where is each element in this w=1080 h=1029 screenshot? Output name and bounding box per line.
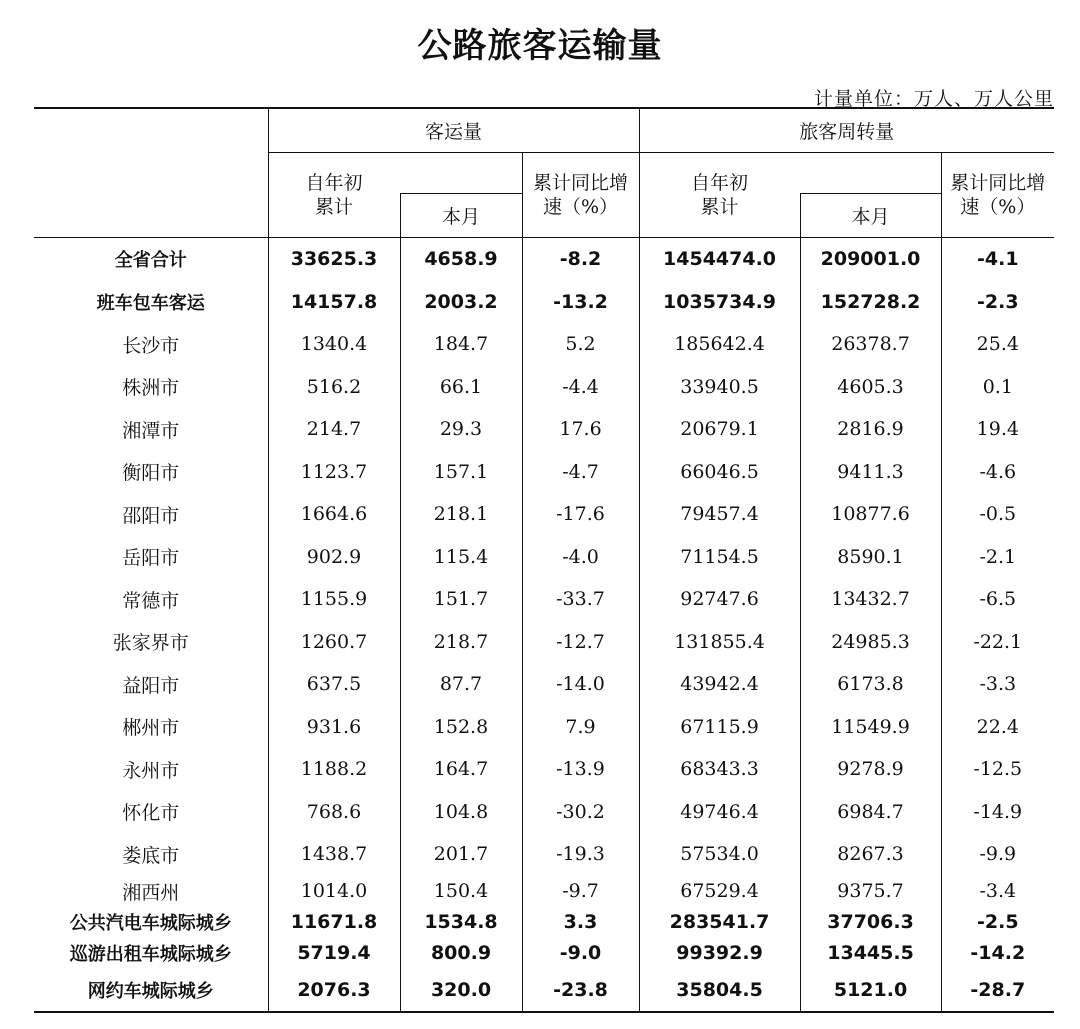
- header-group-passenger-turnover: 旅客周转量: [639, 108, 1054, 153]
- header-blank: [34, 108, 268, 238]
- cell-pt-growth: -14.9: [941, 791, 1054, 834]
- row-name: 公共汽电车城际城乡: [69, 913, 232, 934]
- cell-pv-cum: 516.2: [268, 366, 400, 409]
- cell-pt-month: 13432.7: [800, 578, 941, 621]
- header-pv-gap: [400, 153, 522, 194]
- cell-pv-cum: 1260.7: [268, 621, 400, 664]
- transport-table: [34, 107, 1054, 1013]
- cell-pv-growth: 5.2: [522, 323, 639, 366]
- cell-pv-cum: 11671.8: [268, 907, 400, 938]
- table-row: [34, 366, 1054, 409]
- cell-pt-cum: 67529.4: [639, 876, 800, 907]
- cell-pt-month: 6173.8: [800, 663, 941, 706]
- cell-pv-month: 152.8: [400, 706, 522, 749]
- table-row: [34, 706, 1054, 749]
- cell-pv-cum: 637.5: [268, 663, 400, 706]
- row-name: 长沙市: [122, 334, 180, 357]
- cell-pv-growth: 7.9: [522, 706, 639, 749]
- cell-pt-growth: -4.6: [941, 451, 1054, 494]
- cell-pv-growth: -4.4: [522, 366, 639, 409]
- table-row: [34, 969, 1054, 1013]
- table-row: [34, 663, 1054, 706]
- cell-pt-month: 209001.0: [800, 238, 941, 281]
- cell-pv-month: 320.0: [400, 969, 522, 1013]
- cell-pv-cum: 768.6: [268, 791, 400, 834]
- cell-pv-cum: 14157.8: [268, 281, 400, 324]
- cell-pv-cum: 1438.7: [268, 833, 400, 876]
- cell-pv-month: 104.8: [400, 791, 522, 834]
- page-title: 公路旅客运输量: [417, 26, 663, 66]
- row-name: 益阳市: [122, 674, 180, 697]
- row-name: 岳阳市: [122, 547, 180, 570]
- cell-pt-cum: 99392.9: [639, 938, 800, 969]
- cell-pt-cum: 283541.7: [639, 907, 800, 938]
- header-pt-growth: 累计同比增 速（%）: [941, 153, 1054, 238]
- row-name: 邵阳市: [122, 504, 180, 527]
- cell-pt-growth: -3.4: [941, 876, 1054, 907]
- header-pv-growth: 累计同比增 速（%）: [522, 153, 639, 238]
- table-row: [34, 876, 1054, 907]
- cell-pt-month: 8590.1: [800, 536, 941, 579]
- table-row: [34, 323, 1054, 366]
- cell-pv-month: 218.7: [400, 621, 522, 664]
- cell-pt-cum: 67115.9: [639, 706, 800, 749]
- cell-pt-growth: 0.1: [941, 366, 1054, 409]
- cell-pt-month: 4605.3: [800, 366, 941, 409]
- cell-pt-cum: 92747.6: [639, 578, 800, 621]
- cell-pv-growth: -9.0: [522, 938, 639, 969]
- cell-pv-cum: 1664.6: [268, 493, 400, 536]
- cell-pt-growth: -3.3: [941, 663, 1054, 706]
- row-name: 怀化市: [122, 802, 180, 825]
- cell-pt-month: 9411.3: [800, 451, 941, 494]
- cell-pt-month: 26378.7: [800, 323, 941, 366]
- cell-pv-month: 157.1: [400, 451, 522, 494]
- cell-pv-growth: -30.2: [522, 791, 639, 834]
- table-row: [34, 281, 1054, 324]
- cell-pv-growth: 3.3: [522, 907, 639, 938]
- cell-pv-growth: 17.6: [522, 408, 639, 451]
- header-pt-cumulative: 自年初 累计: [639, 153, 800, 238]
- cell-pt-cum: 185642.4: [639, 323, 800, 366]
- row-name: 湘西州: [122, 881, 180, 904]
- cell-pv-growth: -4.7: [522, 451, 639, 494]
- cell-pv-month: 151.7: [400, 578, 522, 621]
- cell-pv-month: 1534.8: [400, 907, 522, 938]
- row-name: 巡游出租车城际城乡: [69, 944, 232, 965]
- cell-pv-month: 87.7: [400, 663, 522, 706]
- cell-pt-month: 13445.5: [800, 938, 941, 969]
- cell-pt-month: 11549.9: [800, 706, 941, 749]
- cell-pt-month: 5121.0: [800, 969, 941, 1013]
- cell-pv-cum: 33625.3: [268, 238, 400, 281]
- cell-pv-growth: -9.7: [522, 876, 639, 907]
- row-name: 株洲市: [122, 377, 180, 400]
- cell-pv-growth: -14.0: [522, 663, 639, 706]
- cell-pt-cum: 43942.4: [639, 663, 800, 706]
- cell-pv-growth: -33.7: [522, 578, 639, 621]
- cell-pt-month: 9278.9: [800, 748, 941, 791]
- cell-pv-growth: -4.0: [522, 536, 639, 579]
- cell-pt-growth: -14.2: [941, 938, 1054, 969]
- cell-pt-month: 10877.6: [800, 493, 941, 536]
- cell-pv-growth: -12.7: [522, 621, 639, 664]
- cell-pt-growth: -0.5: [941, 493, 1054, 536]
- cell-pt-cum: 79457.4: [639, 493, 800, 536]
- cell-pt-month: 9375.7: [800, 876, 941, 907]
- row-name: 全省合计: [114, 250, 187, 272]
- row-name: 网约车城际城乡: [34, 969, 268, 1013]
- cell-pv-month: 115.4: [400, 536, 522, 579]
- cell-pv-cum: 1340.4: [268, 323, 400, 366]
- cell-pv-month: 29.3: [400, 408, 522, 451]
- cell-pt-growth: -12.5: [941, 748, 1054, 791]
- cell-pt-growth: -2.5: [941, 907, 1054, 938]
- row-name: 永州市: [122, 759, 180, 782]
- table-row: [34, 907, 1054, 938]
- cell-pt-cum: 49746.4: [639, 791, 800, 834]
- cell-pt-growth: -22.1: [941, 621, 1054, 664]
- cell-pt-growth: 25.4: [941, 323, 1054, 366]
- row-name: 湘潭市: [122, 419, 180, 442]
- cell-pv-month: 150.4: [400, 876, 522, 907]
- cell-pt-growth: -6.5: [941, 578, 1054, 621]
- table-row: [34, 536, 1054, 579]
- cell-pv-growth: -23.8: [522, 969, 639, 1013]
- header-pt-gap: [800, 153, 941, 194]
- table-row: [34, 791, 1054, 834]
- cell-pt-month: 2816.9: [800, 408, 941, 451]
- cell-pt-cum: 131855.4: [639, 621, 800, 664]
- row-name: 班车包车客运: [96, 292, 205, 314]
- cell-pv-month: 4658.9: [400, 238, 522, 281]
- unit-note: 计量单位：万人、万人公里: [813, 88, 1054, 110]
- table-row: [34, 748, 1054, 791]
- table-row: [34, 938, 1054, 969]
- cell-pt-cum: 66046.5: [639, 451, 800, 494]
- cell-pt-growth: -9.9: [941, 833, 1054, 876]
- cell-pv-cum: 1123.7: [268, 451, 400, 494]
- cell-pt-growth: -28.7: [941, 969, 1054, 1013]
- cell-pt-cum: 57534.0: [639, 833, 800, 876]
- row-name: 娄底市: [122, 844, 180, 867]
- cell-pt-growth: 22.4: [941, 706, 1054, 749]
- cell-pt-cum: 68343.3: [639, 748, 800, 791]
- table-row: [34, 408, 1054, 451]
- cell-pv-cum: 5719.4: [268, 938, 400, 969]
- cell-pt-cum: 20679.1: [639, 408, 800, 451]
- cell-pt-growth: -2.1: [941, 536, 1054, 579]
- cell-pv-cum: 902.9: [268, 536, 400, 579]
- cell-pt-month: 37706.3: [800, 907, 941, 938]
- table-row: [34, 238, 1054, 281]
- cell-pv-cum: 1155.9: [268, 578, 400, 621]
- cell-pv-cum: 1014.0: [268, 876, 400, 907]
- cell-pt-cum: 71154.5: [639, 536, 800, 579]
- cell-pt-month: 24985.3: [800, 621, 941, 664]
- cell-pv-growth: -8.2: [522, 238, 639, 281]
- cell-pv-cum: 1188.2: [268, 748, 400, 791]
- cell-pv-month: 184.7: [400, 323, 522, 366]
- table-row: [34, 451, 1054, 494]
- cell-pv-cum: 214.7: [268, 408, 400, 451]
- cell-pt-growth: -2.3: [941, 281, 1054, 324]
- cell-pv-month: 164.7: [400, 748, 522, 791]
- header-pt-month: 本月: [800, 194, 941, 238]
- table-row: [34, 621, 1054, 664]
- cell-pv-month: 201.7: [400, 833, 522, 876]
- cell-pv-growth: -13.9: [522, 748, 639, 791]
- cell-pt-month: 8267.3: [800, 833, 941, 876]
- cell-pv-month: 2003.2: [400, 281, 522, 324]
- cell-pv-month: 800.9: [400, 938, 522, 969]
- row-name: 常德市: [122, 589, 180, 612]
- cell-pv-cum: 2076.3: [268, 969, 400, 1013]
- row-name: 张家界市: [112, 632, 189, 655]
- cell-pv-month: 66.1: [400, 366, 522, 409]
- cell-pt-cum: 35804.5: [639, 969, 800, 1013]
- row-name: 衡阳市: [122, 462, 180, 485]
- table-row: [34, 833, 1054, 876]
- cell-pv-cum: 931.6: [268, 706, 400, 749]
- header-pv-cumulative: 自年初 累计: [268, 153, 400, 238]
- table-row: [34, 493, 1054, 536]
- cell-pt-month: 6984.7: [800, 791, 941, 834]
- cell-pt-growth: 19.4: [941, 408, 1054, 451]
- cell-pt-month: 152728.2: [800, 281, 941, 324]
- cell-pv-growth: -19.3: [522, 833, 639, 876]
- cell-pv-month: 218.1: [400, 493, 522, 536]
- table-body: [34, 238, 1054, 1013]
- header-group-passenger-volume: 客运量: [268, 108, 639, 153]
- cell-pt-growth: -4.1: [941, 238, 1054, 281]
- header-pv-month: 本月: [400, 194, 522, 238]
- cell-pv-growth: -17.6: [522, 493, 639, 536]
- cell-pv-growth: -13.2: [522, 281, 639, 324]
- cell-pt-cum: 1035734.9: [639, 281, 800, 324]
- table-row: [34, 578, 1054, 621]
- cell-pt-cum: 33940.5: [639, 366, 800, 409]
- cell-pt-cum: 1454474.0: [639, 238, 800, 281]
- row-name: 郴州市: [122, 717, 180, 740]
